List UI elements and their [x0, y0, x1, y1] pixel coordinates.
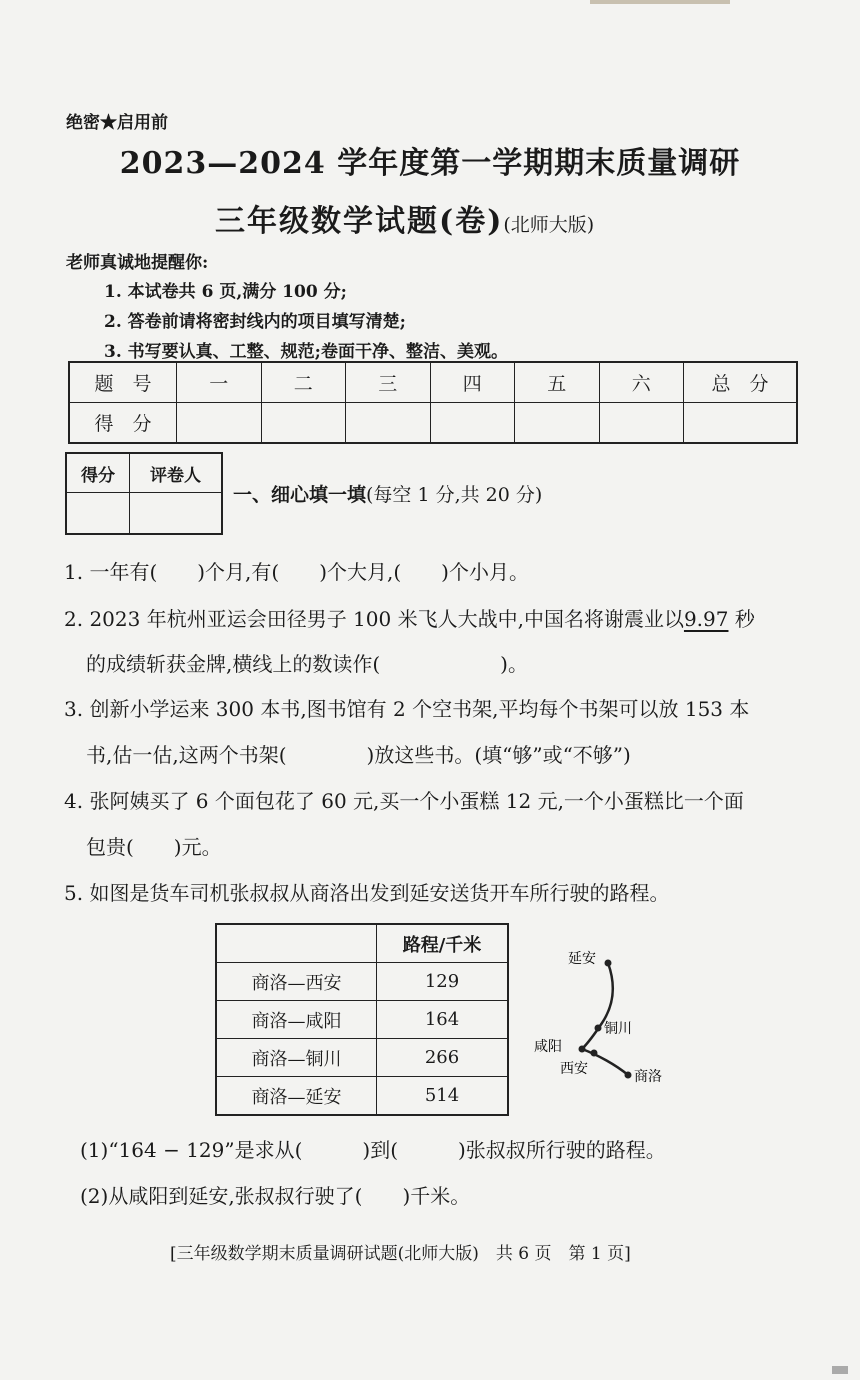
rule-2: 2. 答卷前请将密封线内的项目填写清楚;: [104, 312, 406, 332]
question-1: 1. 一年有( )个月,有( )个大月,( )个小月。: [64, 560, 529, 584]
route-name: 商洛—咸阳: [216, 1001, 377, 1039]
score-cell[interactable]: [684, 403, 798, 444]
section-1-note: (每空 1 分,共 20 分): [366, 484, 543, 506]
question-5-part-1: (1)“164 − 129”是求从( )到( )张叔叔所行驶的路程。: [80, 1138, 666, 1162]
question-3-line-2: 书,估一估,这两个书架( )放这些书。(填“够”或“不够”): [86, 743, 631, 767]
route-name: 商洛—西安: [216, 963, 377, 1001]
route-km: 164: [377, 1001, 509, 1039]
score-header-cell: 六: [599, 362, 684, 403]
score-row-label: 得 分: [69, 403, 177, 444]
score-cell[interactable]: [430, 403, 515, 444]
shangluo-label: 商洛: [634, 1069, 662, 1085]
route-table: [215, 923, 509, 1116]
route-name: 商洛—延安: [216, 1077, 377, 1116]
score-header-cell: 五: [515, 362, 600, 403]
section-1-title: [233, 480, 542, 507]
page-footer: [三年级数学期末质量调研试题(北师大版) 共 6 页 第 1 页]: [170, 1244, 631, 1264]
score-cell[interactable]: [515, 403, 600, 444]
grader-name-cell[interactable]: [130, 493, 222, 535]
confidential-label: 绝密★启用前: [66, 113, 168, 133]
route-header-empty: [216, 924, 377, 963]
route-map: [520, 935, 700, 1095]
question-2-text: 2. 2023 年杭州亚运会田径男子 100 米飞人大战中,中国名将谢震业以: [64, 607, 684, 631]
score-header-cell: 三: [346, 362, 431, 403]
score-table: [68, 361, 798, 444]
rule-3: 3. 书写要认真、工整、规范;卷面干净、整洁、美观。: [104, 342, 508, 362]
xian-label: 西安: [560, 1061, 588, 1077]
question-2: [64, 603, 755, 632]
exam-title: 2023—2024 学年度第一学期期末质量调研: [119, 146, 741, 181]
score-header-cell: 二: [261, 362, 346, 403]
score-cell[interactable]: [177, 403, 262, 444]
watermark-logo: [832, 1366, 848, 1374]
question-2-underlined-number: 9.97: [683, 607, 729, 631]
rule-1: 1. 本试卷共 6 页,满分 100 分;: [104, 282, 347, 302]
score-header-cell: 四: [430, 362, 515, 403]
route-km: 514: [377, 1077, 509, 1116]
grader-box: [65, 452, 223, 535]
route-km: 129: [377, 963, 509, 1001]
grader-score-cell[interactable]: [66, 493, 130, 535]
route-row: [216, 1039, 508, 1077]
subtitle-text: 三年级数学试题(卷): [215, 204, 504, 239]
grader-score-label: 得分: [66, 453, 130, 493]
shangluo-dot: [625, 1072, 632, 1079]
question-5-part-2: (2)从咸阳到延安,张叔叔行驶了( )千米。: [80, 1184, 471, 1208]
route-name: 商洛—铜川: [216, 1039, 377, 1077]
route-path: [582, 963, 628, 1075]
score-cell[interactable]: [261, 403, 346, 444]
tongchuan-dot: [595, 1025, 602, 1032]
grader-name-label: 评卷人: [130, 453, 222, 493]
score-header-cell: 一: [177, 362, 262, 403]
page-edge-mark: [590, 0, 730, 4]
xianyang-label: 咸阳: [534, 1039, 562, 1055]
route-header-distance: 路程/千米: [377, 924, 509, 963]
question-2-unit: 秒: [728, 607, 755, 631]
xian-dot: [591, 1050, 598, 1057]
exam-subtitle: [215, 196, 594, 240]
score-header-cell: 题 号: [69, 362, 177, 403]
score-cell[interactable]: [599, 403, 684, 444]
score-header-cell: 总 分: [684, 362, 798, 403]
route-row: [216, 1001, 508, 1039]
yanan-label: 延安: [568, 951, 596, 967]
question-2-line-2: 的成绩斩获金牌,横线上的数读作( )。: [86, 652, 528, 676]
yanan-dot: [605, 960, 612, 967]
route-km: 266: [377, 1039, 509, 1077]
question-3: 3. 创新小学运来 300 本书,图书馆有 2 个空书架,平均每个书架可以放 153 本: [64, 697, 750, 721]
xianyang-dot: [579, 1046, 586, 1053]
reminder-heading: 老师真诚地提醒你:: [66, 253, 209, 273]
score-table-header-row: [69, 362, 797, 403]
route-row: [216, 1077, 508, 1116]
question-5: 5. 如图是货车司机张叔叔从商洛出发到延安送货开车所行驶的路程。: [64, 881, 670, 905]
tongchuan-label: 铜川: [604, 1021, 632, 1037]
score-cell[interactable]: [346, 403, 431, 444]
question-4-line-2: 包贵( )元。: [86, 835, 222, 859]
question-4: 4. 张阿姨买了 6 个面包花了 60 元,买一个小蛋糕 12 元,一个小蛋糕比一个面: [64, 789, 744, 813]
score-table-score-row: [69, 403, 797, 444]
edition-label: (北师大版): [503, 214, 595, 236]
route-row: [216, 963, 508, 1001]
section-1-heading: 一、细心填一填: [233, 484, 367, 506]
